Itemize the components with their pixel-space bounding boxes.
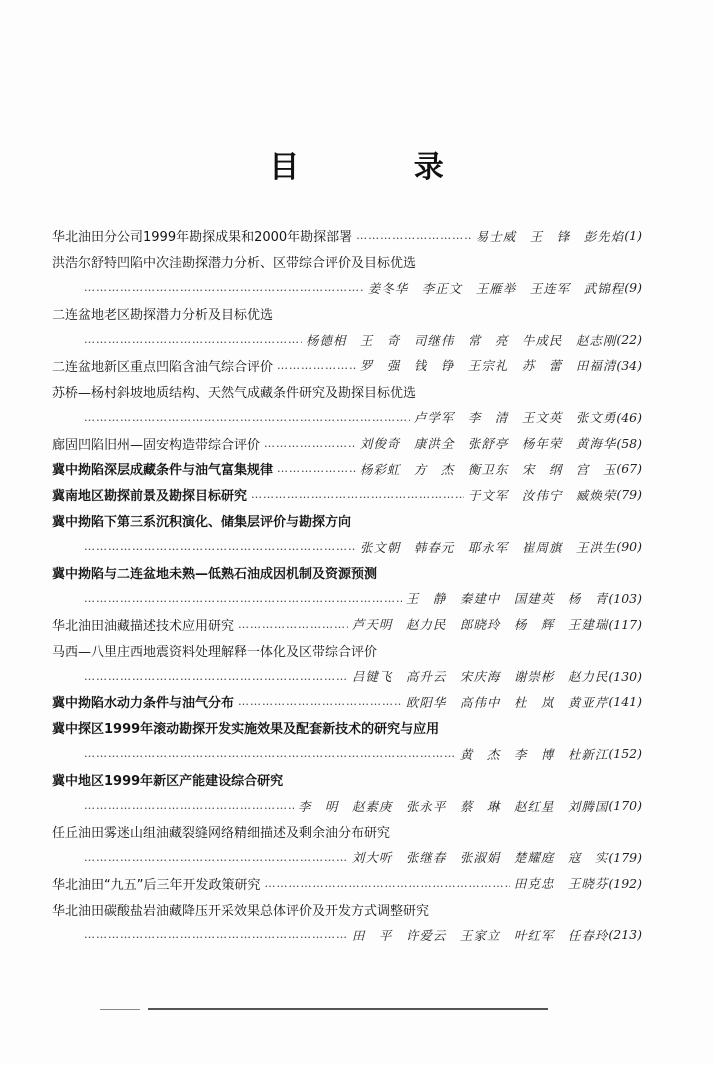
dot-leader xyxy=(277,462,356,475)
toc-entry[interactable] xyxy=(52,352,642,378)
toc-entry[interactable] xyxy=(52,896,642,922)
dot-leader xyxy=(238,618,348,631)
dot-leader xyxy=(84,281,364,294)
dot-leader xyxy=(84,592,402,605)
entry-title: 冀中拗陷与二连盆地未熟—低熟石油成因机制及资源预测 xyxy=(52,567,378,583)
entry-page: (192) xyxy=(608,875,642,891)
entry-authors: 刘俊奇 康洪全 张舒亭 杨年荣 黄海华 xyxy=(359,436,617,452)
dot-leader xyxy=(238,695,402,708)
entry-authors: 罗 强 钱 铮 王宗礼 苏 蕾 田福清 xyxy=(359,358,617,374)
entry-title: 洪浩尔舒特凹陷中次洼勘探潜力分析、区带综合评价及目标优选 xyxy=(52,256,417,272)
dot-leader xyxy=(84,851,348,864)
entry-title: 华北油田油藏描述技术应用研究 xyxy=(52,618,235,634)
entry-title: 冀中地区1999年新区产能建设综合研究 xyxy=(52,774,284,790)
dot-leader xyxy=(277,359,356,372)
entry-authors: 王 静 秦建中 国建英 杨 青 xyxy=(405,591,609,607)
entry-authors: 姜冬华 李正文 王雁举 王连军 武锦程 xyxy=(367,280,625,296)
entry-page: (34) xyxy=(616,357,642,373)
entry-authors: 易士威 王 锋 彭先焰 xyxy=(475,228,625,244)
entry-title: 华北油田碳酸盐岩油藏降压开采效果总体评价及开发方式调整研究 xyxy=(52,903,430,919)
entry-authors: 黄 杰 李 博 杜新江 xyxy=(459,746,609,762)
toc-entry-continuation xyxy=(52,793,642,819)
entry-title: 冀南地区勘探前景及勘探目标研究 xyxy=(52,489,248,505)
entry-page: (117) xyxy=(608,616,642,632)
entry-page: (90) xyxy=(616,539,642,555)
entry-authors: 欧阳华 高伟中 杜 岚 黄亚芹 xyxy=(405,694,609,710)
toc-entry[interactable] xyxy=(52,689,642,715)
dot-leader xyxy=(84,747,456,760)
toc-entry[interactable] xyxy=(52,611,642,637)
entry-authors: 张文朝 韩春元 耶永军 崔周旗 王洪生 xyxy=(359,539,617,555)
entry-page: (79) xyxy=(616,487,642,503)
toc-entry[interactable] xyxy=(52,430,642,456)
entry-title: 马西—八里庄西地震资料处理解释一体化及区带综合评价 xyxy=(52,644,378,660)
toc-entry[interactable] xyxy=(52,560,642,586)
entry-title: 冀中拗陷深层成藏条件与油气富集规律 xyxy=(52,463,274,479)
entry-authors: 田 平 许爱云 王家立 叶红军 任春玲 xyxy=(351,927,609,943)
dot-leader xyxy=(251,488,464,501)
toc-entry[interactable] xyxy=(52,456,642,482)
toc-list xyxy=(52,223,642,948)
entry-title: 廊固凹陷旧州—固安构造带综合评价 xyxy=(52,437,261,453)
entry-title: 任丘油田雾迷山组油藏裂缝网络精细描述及剩余油分布研究 xyxy=(52,825,391,841)
toc-entry-continuation xyxy=(52,275,642,301)
entry-page: (46) xyxy=(616,409,642,425)
toc-entry[interactable] xyxy=(52,767,642,793)
entry-title: 苏桥—杨村斜坡地质结构、天然气成藏条件研究及勘探目标优选 xyxy=(52,385,417,401)
toc-entry[interactable] xyxy=(52,715,642,741)
entry-authors: 田克忠 王晓芬 xyxy=(513,876,609,892)
toc-entry[interactable] xyxy=(52,637,642,663)
page-title: 目 录 xyxy=(269,150,496,185)
dot-leader xyxy=(356,229,472,242)
dot-leader xyxy=(84,411,410,424)
toc-entry-continuation xyxy=(52,741,642,767)
entry-title: 冀中探区1999年滚动勘探开发实施效果及配套新技术的研究与应用 xyxy=(52,722,440,738)
entry-page: (213) xyxy=(608,927,642,943)
entry-authors: 杨彩虹 方 杰 衡卫东 宋 纲 宫 玉 xyxy=(359,461,617,477)
toc-entry-continuation xyxy=(52,844,642,870)
dot-leader xyxy=(84,928,348,941)
footer-rule xyxy=(148,1008,548,1010)
entry-authors: 卢学军 李 清 王文英 张文勇 xyxy=(413,410,617,426)
toc-entry[interactable] xyxy=(52,482,642,508)
toc-entry-continuation xyxy=(52,404,642,430)
toc-entry[interactable] xyxy=(52,301,642,327)
entry-page: (141) xyxy=(608,694,642,710)
entry-page: (1) xyxy=(624,228,642,244)
entry-page: (170) xyxy=(608,798,642,814)
toc-entry-continuation xyxy=(52,663,642,689)
entry-authors: 杨德相 王 奇 司继伟 常 亮 牛成民 赵志刚 xyxy=(305,332,617,348)
entry-authors: 刘大听 张继春 张淑娟 楚耀庭 寇 实 xyxy=(351,850,609,866)
dot-leader xyxy=(84,333,302,346)
toc-entry-continuation xyxy=(52,534,642,560)
entry-page: (179) xyxy=(608,849,642,865)
toc-entry[interactable] xyxy=(52,870,642,896)
entry-authors: 于文军 汝伟宁 臧焕荣 xyxy=(467,487,617,503)
entry-page: (103) xyxy=(608,590,642,606)
dot-leader xyxy=(264,877,509,890)
entry-authors: 芦天明 赵力民 郎晓玲 杨 辉 王建瑞 xyxy=(351,617,609,633)
entry-page: (67) xyxy=(616,461,642,477)
toc-entry[interactable] xyxy=(52,818,642,844)
toc-entry[interactable] xyxy=(52,249,642,275)
dot-leader xyxy=(84,540,356,553)
toc-entry[interactable] xyxy=(52,223,642,249)
toc-entry-continuation xyxy=(52,922,642,948)
toc-entry-continuation xyxy=(52,327,642,353)
entry-page: (130) xyxy=(608,668,642,684)
dot-leader xyxy=(264,437,356,450)
entry-title: 冀中拗陷水动力条件与油气分布 xyxy=(52,696,235,712)
entry-page: (9) xyxy=(624,280,642,296)
dot-leader xyxy=(84,799,294,812)
entry-title: 冀中拗陷下第三系沉积演化、储集层评价与勘探方向 xyxy=(52,515,352,531)
footer-rule-short xyxy=(100,1009,140,1010)
entry-title: 华北油田“九五”后三年开发政策研究 xyxy=(52,877,261,893)
entry-page: (152) xyxy=(608,746,642,762)
toc-entry[interactable] xyxy=(52,508,642,534)
toc-entry[interactable] xyxy=(52,378,642,404)
entry-page: (58) xyxy=(616,435,642,451)
dot-leader xyxy=(84,670,348,683)
toc-entry-continuation xyxy=(52,585,642,611)
entry-authors: 李 明 赵素庚 张永平 蔡 琳 赵红星 刘腾国 xyxy=(297,798,609,814)
entry-authors: 吕键飞 高升云 宋庆海 谢崇彬 赵力民 xyxy=(351,669,609,685)
entry-title: 二连盆地老区勘探潜力分析及目标优选 xyxy=(52,308,274,324)
entry-page: (22) xyxy=(616,332,642,347)
entry-title: 二连盆地新区重点凹陷含油气综合评价 xyxy=(52,359,274,375)
entry-title: 华北油田分公司1999年勘探成果和2000年勘探部署 xyxy=(52,230,353,246)
